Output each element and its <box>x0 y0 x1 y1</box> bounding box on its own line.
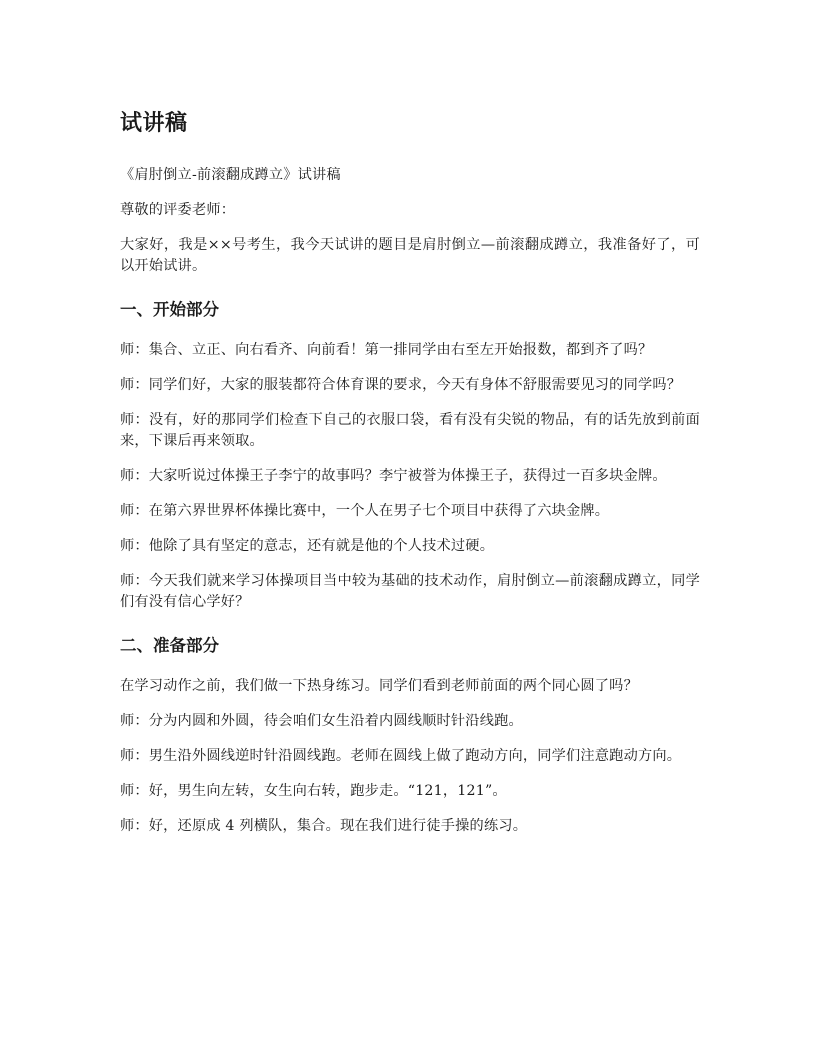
section-heading: 一、开始部分 <box>120 299 219 319</box>
greeting: 尊敬的评委老师： <box>120 201 236 218</box>
section-heading: 二、准备部分 <box>120 636 219 656</box>
document-page <box>120 110 700 851</box>
paragraph: 师：集合、立正、向右看齐、向前看！第一排同学由右至左开始报数，都到齐了吗？ <box>120 342 653 359</box>
paragraph: 在学习动作之前，我们做一下热身练习。同学们看到老师前面的两个同心圆了吗？ <box>120 678 638 695</box>
paragraph: 师：今天我们就来学习体操项目当中较为基础的技术动作，肩肘倒立—前滚翻成蹲立，同学们有没有信心学好？ <box>120 573 700 611</box>
intro-paragraph: 大家好，我是××号考生，我今天试讲的题目是肩肘倒立—前滚翻成蹲立，我准备好了，可以开始试讲。 <box>120 236 700 274</box>
paragraph: 师：他除了具有坚定的意志，还有就是他的个人技术过硬。 <box>120 538 495 555</box>
paragraph: 师：好，还原成 4 列横队，集合。现在我们进行徒手操的练习。 <box>120 818 528 835</box>
lesson-subtitle: 《肩肘倒立-前滚翻成蹲立》试讲稿 <box>120 166 341 183</box>
paragraph: 师：好，男生向左转，女生向右转，跑步走。“121，121”。 <box>120 783 507 800</box>
paragraph: 师：男生沿外圆线逆时针沿圆线跑。老师在圆线上做了跑动方向，同学们注意跑动方向。 <box>120 748 682 765</box>
section-preparation <box>120 635 700 837</box>
paragraph: 师：在第六界世界杯体操比赛中，一个人在男子七个项目中获得了六块金牌。 <box>120 503 610 520</box>
paragraph: 师：大家听说过体操王子李宁的故事吗？李宁被誉为体操王子，获得过一百多块金牌。 <box>120 468 667 485</box>
document-title: 试讲稿 <box>120 111 188 136</box>
paragraph: 师：没有，好的那同学们检查下自己的衣服口袋，看有没有尖锐的物品，有的话先放到前面来，下课后再来领取。 <box>120 412 700 450</box>
paragraph: 师：同学们好，大家的服装都符合体育课的要求，今天有身体不舒服需要见习的同学吗？ <box>120 377 682 394</box>
section-opening <box>120 299 700 613</box>
paragraph: 师：分为内圆和外圆，待会咱们女生沿着内圆线顺时针沿线跑。 <box>120 713 523 730</box>
